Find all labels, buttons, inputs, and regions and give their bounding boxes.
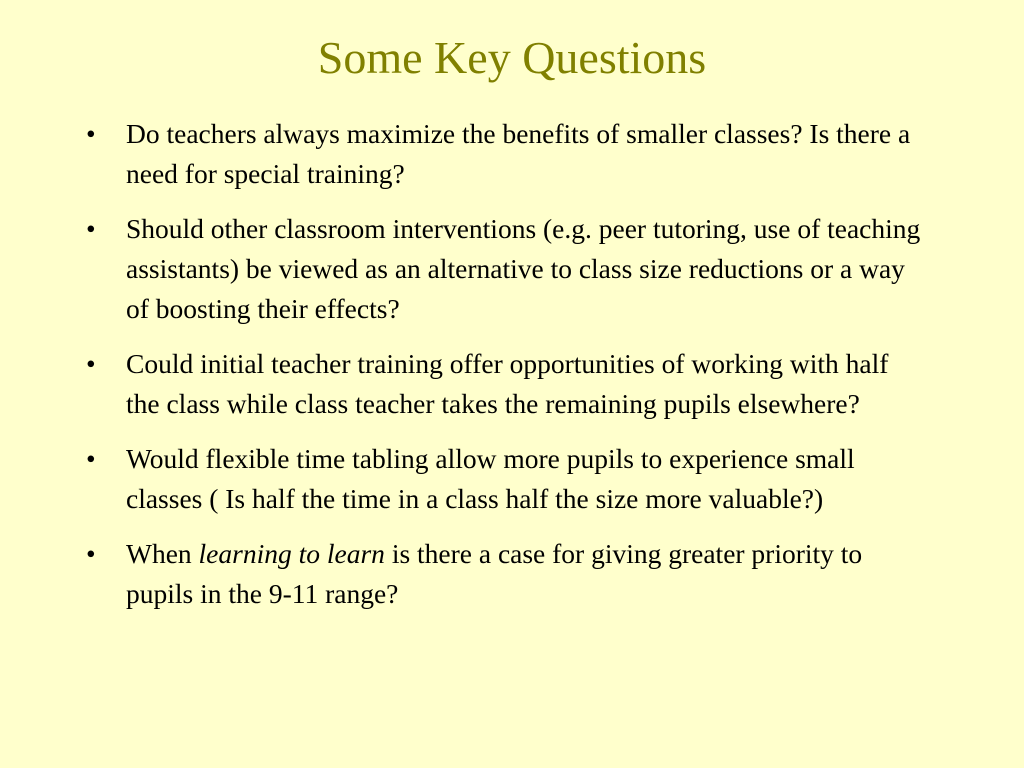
bullet-item-2 bbox=[84, 209, 924, 329]
bullet-text-before: When bbox=[126, 538, 199, 569]
bullet-text: Would flexible time tabling allow more pupils to experience small classes ( Is half the time in a class half the size more valuable?) bbox=[126, 443, 855, 514]
bullet-text: Could initial teacher training offer opportunities of working with half the class while class teacher takes the remaining pupils elsewhere? bbox=[126, 348, 889, 419]
bullet-item-3 bbox=[84, 344, 924, 424]
bullet-item-5 bbox=[84, 534, 924, 614]
bullet-text-emphasis: learning to learn bbox=[198, 538, 385, 569]
bullet-icon: • bbox=[86, 348, 96, 379]
bullet-icon: • bbox=[86, 118, 96, 149]
slide-title: Some Key Questions bbox=[317, 32, 707, 83]
bullet-item-1 bbox=[84, 114, 924, 194]
bullet-text: Should other classroom interventions (e.g. peer tutoring, use of teaching assistants) be viewed as an alternative to class size reductions or a way of boosting their effects? bbox=[126, 213, 921, 324]
bullet-text-after: is there a case for giving greater priority to pupils in the 9-11 range? bbox=[126, 538, 863, 609]
bullet-list bbox=[84, 114, 924, 629]
bullet-icon: • bbox=[86, 213, 96, 244]
bullet-item-4 bbox=[84, 439, 924, 519]
bullet-icon: • bbox=[86, 443, 96, 474]
bullet-text: Do teachers always maximize the benefits of smaller classes? Is there a need for special training? bbox=[126, 118, 911, 189]
bullet-icon: • bbox=[86, 538, 96, 569]
